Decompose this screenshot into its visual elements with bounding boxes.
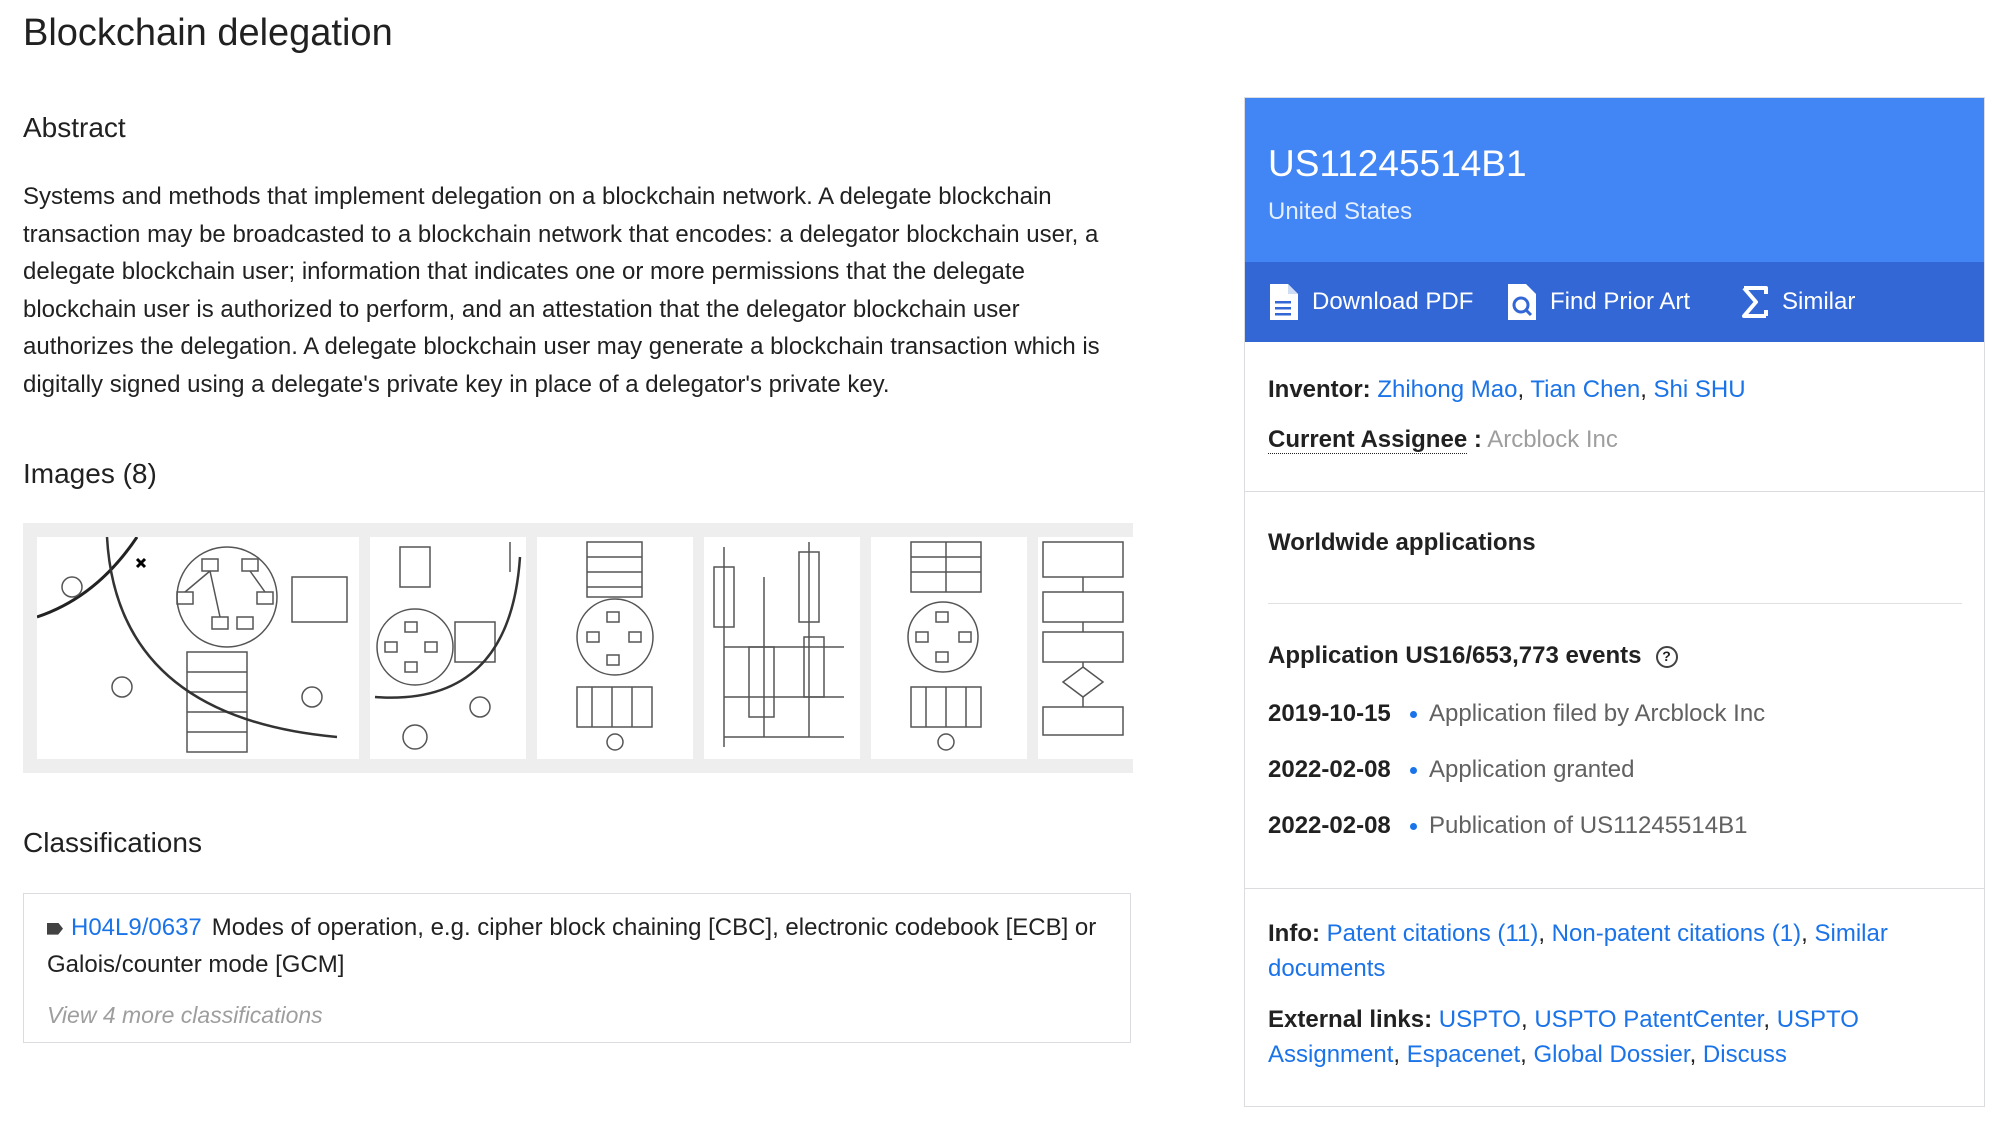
info-row: Info: Patent citations (11), Non-patent citations (1), Similar documents bbox=[1268, 920, 1888, 982]
abstract-heading: Abstract bbox=[23, 112, 126, 143]
inventor-row: Inventor: Zhihong Mao, Tian Chen, Shi SHU bbox=[1268, 376, 1746, 403]
similar-documents-link[interactable]: Similar documents bbox=[1268, 920, 1888, 982]
tag-icon bbox=[47, 923, 63, 935]
sigma-icon bbox=[1742, 286, 1768, 318]
classification-entry bbox=[47, 909, 1107, 983]
patent-image-thumbnail[interactable] bbox=[537, 537, 693, 759]
classifications-box bbox=[23, 893, 1131, 1043]
patent-citations-link[interactable]: Patent citations (11) bbox=[1326, 920, 1539, 947]
inventor-link[interactable]: Zhihong Mao bbox=[1377, 376, 1518, 403]
uspto-patentcenter-link[interactable]: USPTO PatentCenter bbox=[1534, 1006, 1764, 1033]
uspto-link[interactable]: USPTO bbox=[1438, 1006, 1521, 1033]
abstract-text: Systems and methods that implement delegation on a blockchain network. A delegate blockchain transaction may be broadcasted to a blockchain network that encodes: a delegator blockchain user, a delegate blockchain user; information that indicates one or more permissions that the delegate blockchain user is authorized to perform, and an attestation that the delegator blockchain user authorizes the delegation. A delegate blockchain user may generate a blockchain transaction which is digitally signed using a delegate's private key in place of a delegator's private key. bbox=[23, 183, 1100, 398]
divider bbox=[1268, 603, 1962, 604]
download-pdf-button[interactable]: Download PDF bbox=[1268, 262, 1473, 342]
publication-number: US11245514B1 bbox=[1268, 143, 1527, 184]
similar-button[interactable]: Similar bbox=[1742, 262, 1855, 342]
espacenet-link[interactable]: Espacenet bbox=[1406, 1041, 1521, 1068]
assignee-name: Arcblock Inc bbox=[1487, 426, 1618, 453]
page-title: Blockchain delegation bbox=[23, 12, 393, 54]
external-links-row: External links: USPTO, USPTO PatentCenter, USPTO Assignment, Espacenet, Global Dossier, Discuss bbox=[1268, 1006, 1859, 1068]
help-circle-icon[interactable]: ? bbox=[1656, 646, 1678, 668]
worldwide-applications-heading: Worldwide applications bbox=[1268, 529, 1536, 556]
patent-image-thumbnail[interactable] bbox=[37, 537, 359, 759]
card-header bbox=[1245, 98, 1984, 262]
divider bbox=[1245, 491, 1984, 492]
divider bbox=[1245, 888, 1984, 889]
images-carousel[interactable] bbox=[23, 523, 1133, 773]
inventor-link[interactable]: Tian Chen bbox=[1530, 376, 1641, 403]
find-prior-art-button[interactable]: Find Prior Art bbox=[1506, 262, 1690, 342]
card-actions-bar bbox=[1245, 262, 1984, 342]
uspto-assignment-link[interactable]: USPTO Assignment bbox=[1268, 1006, 1859, 1068]
images-heading: Images (8) bbox=[23, 458, 157, 489]
patent-image-thumbnail[interactable] bbox=[704, 537, 860, 759]
patent-image-thumbnail[interactable] bbox=[1038, 537, 1133, 759]
inventor-link[interactable]: Shi SHU bbox=[1653, 376, 1746, 403]
non-patent-citations-link[interactable]: Non-patent citations (1) bbox=[1551, 920, 1802, 947]
assignee-row: Current Assignee : Arcblock Inc bbox=[1268, 426, 1618, 453]
classification-code-link[interactable]: H04L9/0637 bbox=[71, 914, 202, 941]
document-icon bbox=[1268, 284, 1298, 320]
global-dossier-link[interactable]: Global Dossier bbox=[1533, 1041, 1690, 1068]
event-row: 2022-02-08 Application granted bbox=[1268, 756, 1635, 783]
view-more-classifications-link[interactable]: View 4 more classifications bbox=[47, 1002, 323, 1028]
patent-summary-card bbox=[1244, 97, 1985, 1107]
magnifier-document-icon bbox=[1506, 284, 1536, 320]
classification-description: Modes of operation, e.g. cipher block chaining [CBC], electronic codebook [ECB] or Galois/counter mode [GCM] bbox=[47, 914, 1097, 978]
event-row: 2022-02-08 Publication of US11245514B1 bbox=[1268, 812, 1748, 839]
publication-country: United States bbox=[1268, 198, 1413, 225]
discuss-link[interactable]: Discuss bbox=[1702, 1041, 1787, 1068]
classifications-heading: Classifications bbox=[23, 827, 202, 858]
event-row: 2019-10-15 Application filed by Arcblock Inc bbox=[1268, 700, 1766, 727]
patent-image-thumbnail[interactable] bbox=[370, 537, 526, 759]
application-events-heading: Application US16/653,773 events ? bbox=[1268, 638, 1968, 673]
patent-image-thumbnail[interactable] bbox=[871, 537, 1027, 759]
